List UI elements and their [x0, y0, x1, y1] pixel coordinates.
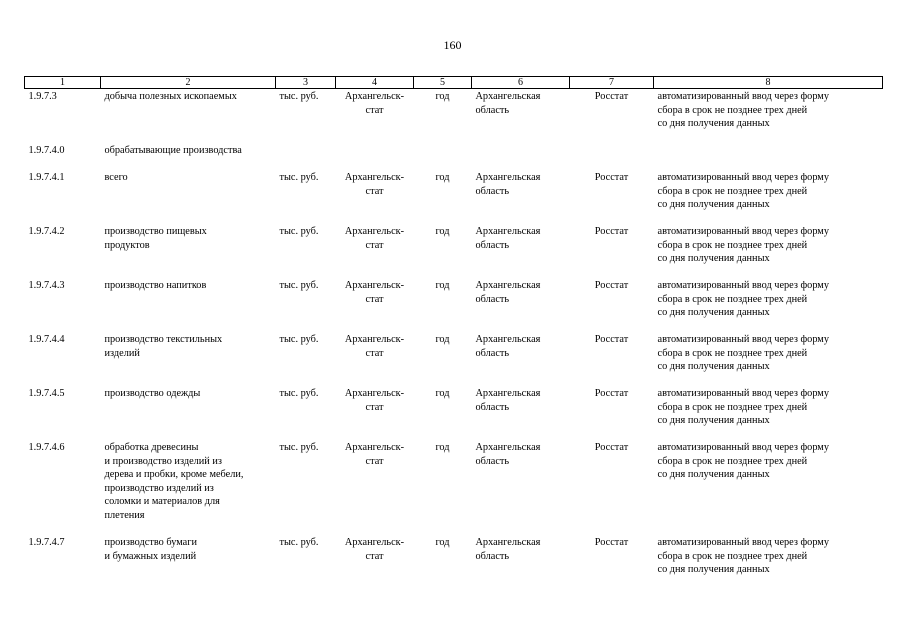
row-method: автоматизированный ввод через форму сбора в срок не позднее трех дней со дня получения данных: [657, 537, 829, 575]
row-source: Архангельск- стат: [344, 280, 405, 305]
row-unit: тыс. руб.: [279, 280, 319, 291]
row-period: год: [435, 537, 450, 548]
row-method: автоматизированный ввод через форму сбора в срок не позднее трех дней со дня получения данных: [657, 388, 829, 426]
row-period: год: [435, 172, 450, 183]
table-body: [25, 89, 883, 587]
row-code: 1.9.7.4.4: [28, 334, 65, 345]
column-number-1: 1: [25, 77, 101, 89]
row-unit: тыс. руб.: [279, 537, 319, 548]
row-name: обработка древесины и производство изделий из дерева и пробки, кроме мебели, производство изделий из соломки и материалов для плетения: [104, 442, 244, 521]
row-territory: Архангельская область: [475, 172, 541, 197]
row-code: 1.9.7.4.3: [28, 280, 65, 291]
row-unit: тыс. руб.: [279, 334, 319, 345]
row-source: Архангельск- стат: [344, 388, 405, 413]
row-period: год: [435, 388, 450, 399]
row-provider: Росстат: [594, 226, 629, 237]
row-code: 1.9.7.3: [28, 91, 57, 102]
row-provider: Росстат: [594, 91, 629, 102]
column-number-4: 4: [336, 77, 414, 89]
column-number-5: 5: [414, 77, 472, 89]
table-row: [25, 441, 883, 536]
page-number: 160: [443, 38, 462, 52]
row-name: производство бумаги и бумажных изделий: [104, 537, 197, 562]
table-row: [25, 89, 883, 144]
row-method: автоматизированный ввод через форму сбора в срок не позднее трех дней со дня получения данных: [657, 172, 829, 210]
row-source: Архангельск- стат: [344, 226, 405, 251]
row-name: добыча полезных ископаемых: [104, 91, 237, 102]
row-provider: Росстат: [594, 442, 629, 453]
row-code: 1.9.7.4.6: [28, 442, 65, 453]
row-source: Архангельск- стат: [344, 334, 405, 359]
column-number-6: 6: [472, 77, 570, 89]
row-method: [654, 143, 883, 171]
row-name: производство пищевых продуктов: [104, 226, 207, 251]
row-code: 1.9.7.4.0: [28, 145, 65, 156]
row-method: автоматизированный ввод через форму сбора в срок не позднее трех дней со дня получения данных: [657, 280, 829, 318]
row-code: 1.9.7.4.5: [28, 388, 65, 399]
row-name: производство текстильных изделий: [104, 334, 223, 359]
row-provider: Росстат: [594, 388, 629, 399]
row-name: производство напитков: [104, 280, 207, 291]
row-period: год: [435, 91, 450, 102]
row-unit: тыс. руб.: [279, 172, 319, 183]
row-name: производство одежды: [104, 388, 201, 399]
row-provider: [570, 143, 654, 171]
row-method: автоматизированный ввод через форму сбора в срок не позднее трех дней со дня получения данных: [657, 226, 829, 264]
column-number-header: [25, 77, 883, 89]
row-method: автоматизированный ввод через форму сбора в срок не позднее трех дней со дня получения данных: [657, 91, 829, 129]
row-method: автоматизированный ввод через форму сбора в срок не позднее трех дней со дня получения данных: [657, 442, 829, 480]
row-territory: Архангельская область: [475, 388, 541, 413]
row-period: [414, 143, 472, 171]
row-name: всего: [104, 172, 128, 183]
row-period: год: [435, 334, 450, 345]
table-row: [25, 171, 883, 225]
row-code: 1.9.7.4.2: [28, 226, 65, 237]
row-source: Архангельск- стат: [344, 172, 405, 197]
table-row: [25, 387, 883, 441]
row-code: 1.9.7.4.7: [28, 537, 65, 548]
row-source: [336, 143, 414, 171]
table-row: [25, 279, 883, 333]
row-period: год: [435, 226, 450, 237]
row-territory: Архангельская область: [475, 537, 541, 562]
table-row: [25, 536, 883, 586]
row-territory: Архангельская область: [475, 226, 541, 251]
row-code: 1.9.7.4.1: [28, 172, 65, 183]
row-territory: Архангельская область: [475, 442, 541, 467]
column-number-2: 2: [101, 77, 276, 89]
row-unit: тыс. руб.: [279, 388, 319, 399]
row-territory: [472, 143, 570, 171]
row-provider: Росстат: [594, 280, 629, 291]
row-name: обрабатывающие производства: [104, 145, 242, 156]
row-period: год: [435, 442, 450, 453]
table-row: [25, 333, 883, 387]
row-unit: тыс. руб.: [279, 226, 319, 237]
column-number-3: 3: [276, 77, 336, 89]
column-number-7: 7: [570, 77, 654, 89]
row-source: Архангельск- стат: [344, 91, 405, 116]
table-row: [25, 143, 883, 171]
row-source: Архангельск- стат: [344, 442, 405, 467]
row-unit: тыс. руб.: [279, 91, 319, 102]
row-territory: Архангельская область: [475, 280, 541, 305]
table-row: [25, 225, 883, 279]
row-source: Архангельск- стат: [344, 537, 405, 562]
row-period: год: [435, 280, 450, 291]
row-territory: Архангельская область: [475, 91, 541, 116]
row-method: автоматизированный ввод через форму сбора в срок не позднее трех дней со дня получения данных: [657, 334, 829, 372]
column-number-8: 8: [654, 77, 883, 89]
row-provider: Росстат: [594, 334, 629, 345]
indicator-table: [24, 76, 883, 586]
row-provider: Росстат: [594, 172, 629, 183]
row-territory: Архангельская область: [475, 334, 541, 359]
row-unit: тыс. руб.: [279, 442, 319, 453]
row-provider: Росстат: [594, 537, 629, 548]
